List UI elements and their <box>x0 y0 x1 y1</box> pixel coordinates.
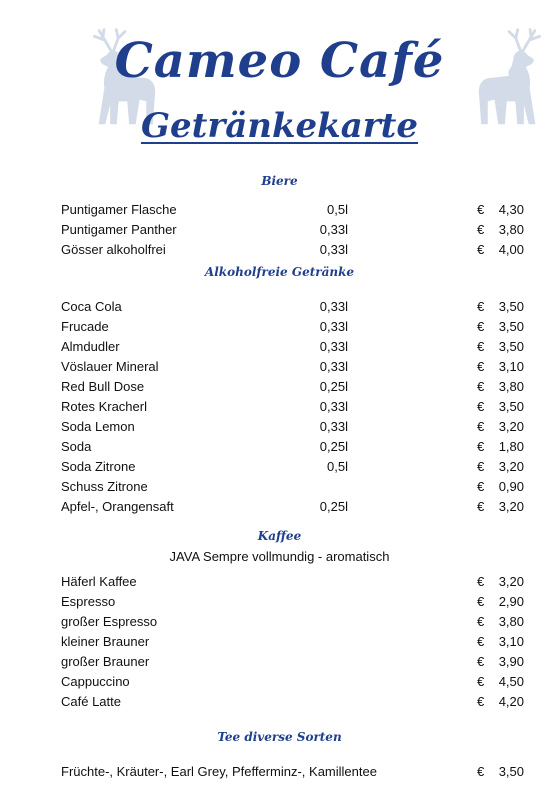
menu-item <box>0 653 559 671</box>
item-price: 1,80 <box>498 439 524 454</box>
currency-symbol: € <box>477 439 485 454</box>
item-price: 3,20 <box>498 419 524 434</box>
currency-symbol: € <box>477 319 485 334</box>
item-name: Vöslauer Mineral <box>61 359 159 374</box>
item-name: Red Bull Dose <box>61 379 145 394</box>
item-price: 4,20 <box>498 694 524 709</box>
currency-symbol: € <box>477 459 485 474</box>
item-price: 2,90 <box>498 594 524 609</box>
item-price: 3,50 <box>498 299 524 314</box>
currency-symbol: € <box>477 299 485 314</box>
menu-item <box>0 673 559 691</box>
menu-item <box>0 201 559 219</box>
menu-item <box>0 378 559 396</box>
item-price: 3,10 <box>498 634 524 649</box>
menu-item <box>0 241 559 259</box>
item-volume: 0,5l <box>327 459 348 474</box>
item-volume: 0,25l <box>319 439 348 454</box>
menu-item <box>0 458 559 476</box>
item-price: 3,50 <box>498 319 524 334</box>
item-name: Soda Lemon <box>61 419 135 434</box>
currency-symbol: € <box>477 399 485 414</box>
menu-item <box>0 418 559 436</box>
currency-symbol: € <box>477 499 485 514</box>
currency-symbol: € <box>477 379 485 394</box>
item-volume: 0,33l <box>319 242 348 257</box>
menu-item <box>0 573 559 591</box>
currency-symbol: € <box>477 359 485 374</box>
section-title-tee: Tee diverse Sorten <box>217 730 342 744</box>
item-name: kleiner Brauner <box>61 634 150 649</box>
item-volume: 0,25l <box>319 379 348 394</box>
item-price: 4,00 <box>498 242 524 257</box>
item-volume: 0,33l <box>319 359 348 374</box>
menu-title: Getränkekarte <box>140 106 419 146</box>
currency-symbol: € <box>477 674 485 689</box>
item-price: 3,50 <box>498 339 524 354</box>
item-name: Schuss Zitrone <box>61 479 148 494</box>
currency-symbol: € <box>477 694 485 709</box>
item-volume: 0,33l <box>319 399 348 414</box>
menu-item <box>0 693 559 711</box>
item-price: 4,30 <box>498 202 524 217</box>
menu-item <box>0 613 559 631</box>
item-price: 3,80 <box>498 222 524 237</box>
section-title-kaffee: Kaffee <box>257 529 302 543</box>
item-price: 3,20 <box>498 574 524 589</box>
currency-symbol: € <box>477 419 485 434</box>
item-price: 0,90 <box>498 479 524 494</box>
item-name: Espresso <box>61 594 116 609</box>
menu-item <box>0 593 559 611</box>
item-name: Rotes Kracherl <box>61 399 147 414</box>
currency-symbol: € <box>477 764 485 779</box>
section-subtitle-kaffee: JAVA Sempre vollmundig - aromatisch <box>169 549 390 564</box>
item-price: 3,50 <box>498 764 524 779</box>
item-name: Coca Cola <box>61 299 122 314</box>
item-name: Puntigamer Panther <box>61 222 177 237</box>
item-name: Soda Zitrone <box>61 459 136 474</box>
item-volume: 0,33l <box>319 339 348 354</box>
currency-symbol: € <box>477 634 485 649</box>
item-name: großer Brauner <box>61 654 150 669</box>
currency-symbol: € <box>477 222 485 237</box>
item-name: Gösser alkoholfrei <box>61 242 166 257</box>
menu-item <box>0 221 559 239</box>
currency-symbol: € <box>477 594 485 609</box>
item-price: 3,50 <box>498 399 524 414</box>
currency-symbol: € <box>477 242 485 257</box>
item-volume: 0,33l <box>319 419 348 434</box>
section-title-biere: Biere <box>261 174 298 188</box>
currency-symbol: € <box>477 339 485 354</box>
item-price: 3,20 <box>498 499 524 514</box>
item-volume: 0,25l <box>319 499 348 514</box>
menu-item <box>0 438 559 456</box>
currency-symbol: € <box>477 479 485 494</box>
item-volume: 0,5l <box>327 202 348 217</box>
item-name: Cappuccino <box>61 674 130 689</box>
item-name: Apfel-, Orangensaft <box>61 499 174 514</box>
item-name: Früchte-, Kräuter-, Earl Grey, Pfefferminz-, Kamillentee <box>61 764 377 779</box>
item-volume: 0,33l <box>319 299 348 314</box>
currency-symbol: € <box>477 654 485 669</box>
section-title-alkoholfrei: Alkoholfreie Getränke <box>204 265 355 279</box>
item-price: 3,10 <box>498 359 524 374</box>
menu-item <box>0 298 559 316</box>
cafe-title: Cameo Café <box>114 33 445 89</box>
item-name: Almdudler <box>61 339 120 354</box>
item-name: Frucade <box>61 319 109 334</box>
item-name: Häferl Kaffee <box>61 574 137 589</box>
item-price: 3,90 <box>498 654 524 669</box>
menu-item <box>0 358 559 376</box>
item-name: Puntigamer Flasche <box>61 202 177 217</box>
item-name: großer Espresso <box>61 614 158 629</box>
menu-item <box>0 763 559 781</box>
menu-item <box>0 318 559 336</box>
item-price: 4,50 <box>498 674 524 689</box>
item-price: 3,80 <box>498 379 524 394</box>
item-price: 3,80 <box>498 614 524 629</box>
menu-item <box>0 498 559 516</box>
currency-symbol: € <box>477 202 485 217</box>
item-volume: 0,33l <box>319 319 348 334</box>
menu-item <box>0 633 559 651</box>
currency-symbol: € <box>477 574 485 589</box>
menu-item <box>0 398 559 416</box>
item-name: Café Latte <box>61 694 121 709</box>
item-volume: 0,33l <box>319 222 348 237</box>
menu-item <box>0 338 559 356</box>
item-price: 3,20 <box>498 459 524 474</box>
currency-symbol: € <box>477 614 485 629</box>
menu-item <box>0 478 559 496</box>
item-name: Soda <box>61 439 92 454</box>
